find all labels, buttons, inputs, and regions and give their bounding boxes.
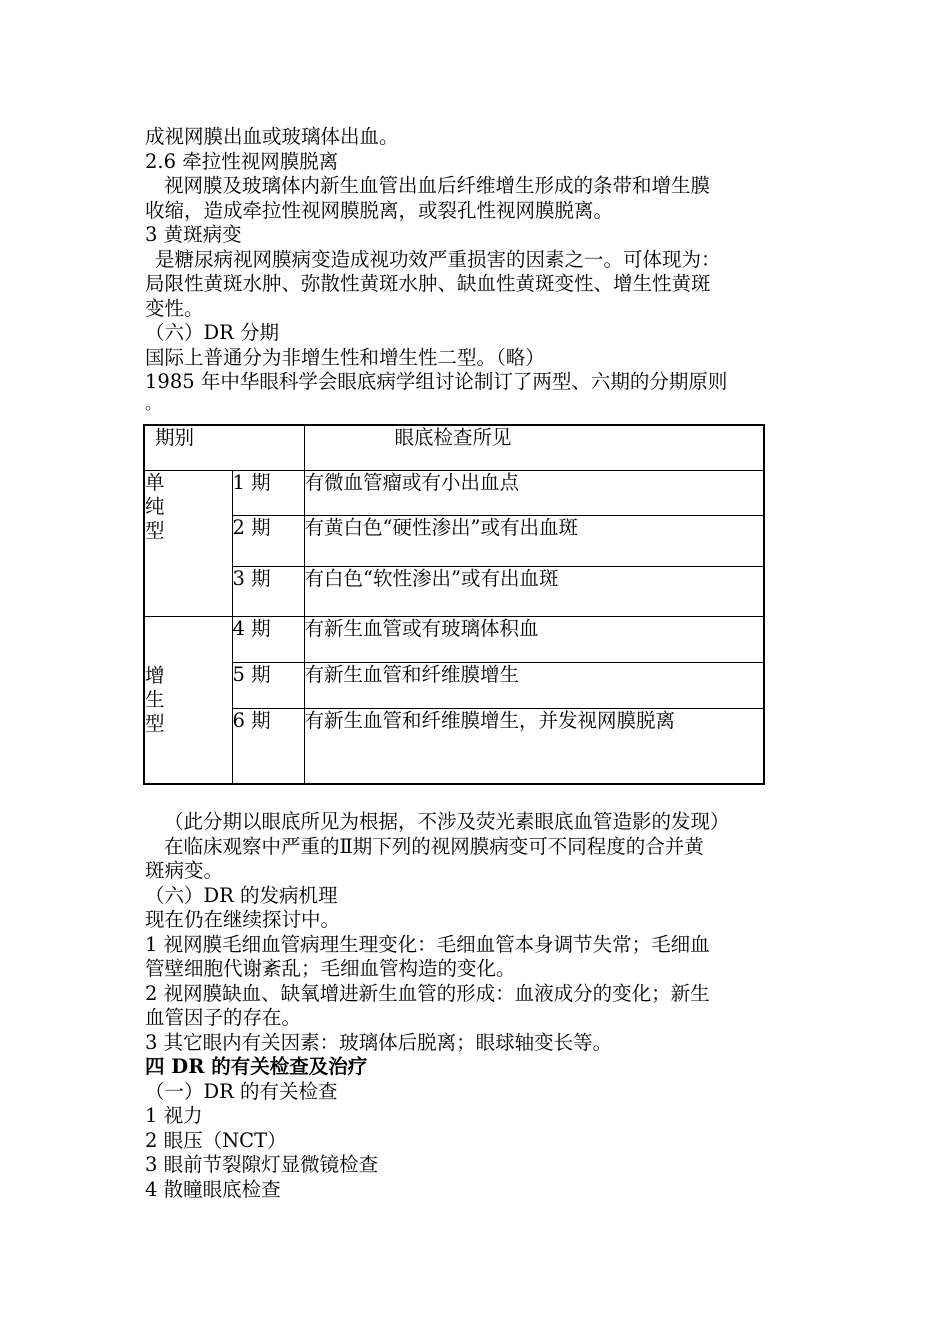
group-cell-proliferative: [144, 616, 232, 784]
list-item: 4 散瞳眼底检查: [145, 1177, 281, 1201]
table-row: [144, 662, 764, 708]
finding-cell: 有黄白色“硬性渗出”或有出血斑: [304, 515, 764, 566]
section-heading-3: 3 黄斑病变: [145, 223, 242, 246]
group-label: 增生型: [145, 663, 165, 735]
finding-cell: 有新生血管和纤维膜增生，并发视网膜脱离: [304, 708, 764, 784]
table-note: （此分期以眼底所见为根据，不涉及荧光素眼底血管造影的发现）: [164, 810, 730, 833]
text-line: 斑病变。: [145, 859, 224, 882]
stage-cell: 3 期: [232, 566, 304, 616]
list-item: 2 眼压（NCT）: [145, 1128, 287, 1152]
stage-cell: 6 期: [232, 708, 304, 784]
section-heading-2-6: 2.6 牵拉性视网膜脱离: [145, 149, 339, 173]
table-row: [144, 616, 764, 662]
text-line: 局限性黄斑水肿、弥散性黄斑水肿、缺血性黄斑变性、增生性黄斑: [145, 272, 711, 295]
text-line: 收缩，造成牵拉性视网膜脱离，或裂孔性视网膜脱离。: [145, 198, 614, 222]
text-line: 视网膜及玻璃体内新生血管出血后纤维增生形成的条带和增生膜: [164, 174, 711, 197]
list-item: 3 其它眼内有关因素：玻璃体后脱离；眼球轴变长等。: [145, 1030, 613, 1054]
stage-cell: 2 期: [232, 515, 304, 566]
section-heading-exams: （一）DR 的有关检查: [145, 1079, 338, 1103]
stage-cell: 1 期: [232, 470, 304, 515]
text-line: 现在仍在继续探讨中。: [145, 908, 341, 931]
list-item: 3 眼前节裂隙灯显微镜检查: [145, 1153, 379, 1176]
text-line: 变性。: [145, 296, 204, 320]
text-line: 成视网膜出血或玻璃体出血。: [145, 125, 399, 148]
table-row: [144, 566, 764, 616]
list-item: 2 视网膜缺血、缺氧增进新生血管的形成：血液成分的变化；新生: [145, 981, 710, 1005]
list-item: 1 视网膜毛细血管病理生理变化：毛细血管本身调节失常；毛细血: [145, 932, 710, 956]
text-line: 。: [145, 393, 162, 413]
header-findings: 眼底检查所见: [304, 425, 764, 470]
table-row: [144, 470, 764, 515]
top-text-block: [145, 125, 810, 413]
bottom-text-block: [145, 810, 810, 1202]
finding-cell: 有新生血管或有玻璃体积血: [304, 616, 764, 662]
text-line: 是糖尿病视网膜病变造成视功效严重损害的因素之一。可体现为：: [155, 247, 721, 271]
text-line: 国际上普通分为非增生性和增生性二型。（略）: [145, 345, 545, 369]
group-label: 单纯型: [145, 470, 165, 542]
list-item: 1 视力: [145, 1104, 203, 1127]
table-row: [144, 708, 764, 784]
section-heading-pathogenesis: （六）DR 的发病机理: [145, 883, 338, 907]
section-heading-4: 四 DR 的有关检查及治疗: [145, 1055, 368, 1078]
text-line: 管壁细胞代谢紊乱；毛细血管构造的变化。: [145, 957, 516, 980]
finding-cell: 有新生血管和纤维膜增生: [304, 662, 764, 708]
text-line: 血管因子的存在。: [145, 1006, 302, 1029]
table-row: [144, 515, 764, 566]
header-stage: 期别: [144, 425, 304, 470]
group-cell-simple: [144, 470, 232, 616]
stage-cell: 5 期: [232, 662, 304, 708]
text-line: 在临床观察中严重的Ⅱ期下列的视网膜病变可不同程度的合并黄: [164, 834, 704, 858]
section-heading-dr-stages: （六）DR 分期: [145, 321, 280, 344]
text-line: 1985 年中华眼科学会眼底病学组讨论制订了两型、六期的分期原则: [145, 370, 728, 393]
table-header-row: [144, 425, 764, 470]
finding-cell: 有白色“软性渗出”或有出血斑: [304, 566, 764, 616]
stage-cell: 4 期: [232, 616, 304, 662]
stage-table: [143, 424, 765, 785]
finding-cell: 有微血管瘤或有小出血点: [304, 470, 764, 515]
